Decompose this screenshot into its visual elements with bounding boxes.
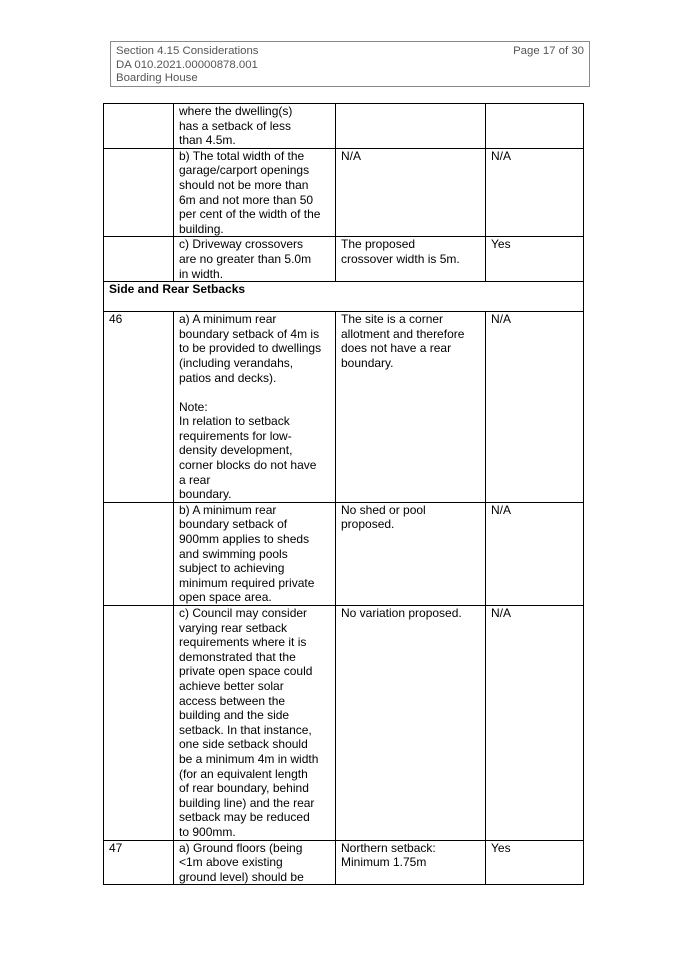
requirement-cell: where the dwelling(s) has a setback of less than 4.5m. xyxy=(174,104,336,149)
spacer xyxy=(179,385,331,400)
clause-cell xyxy=(104,148,174,237)
clause-cell: 47 xyxy=(104,840,174,885)
complies-cell: Yes xyxy=(486,840,584,885)
proposal-cell: The site is a corner allotment and therefore does not have a rear boundary. xyxy=(336,312,486,503)
table-row xyxy=(104,104,584,149)
requirement-cell: b) A minimum rear boundary setback of 900mm applies to sheds and swimming pools subject to achieving minimum required private open space area. xyxy=(174,502,336,605)
complies-cell: N/A xyxy=(486,502,584,605)
clause-cell xyxy=(104,104,174,149)
table-row xyxy=(104,237,584,282)
complies-cell: N/A xyxy=(486,606,584,841)
requirement-cell: c) Driveway crossovers are no greater than 5.0m in width. xyxy=(174,237,336,282)
page-number: Page 17 of 30 xyxy=(513,45,584,57)
proposal-cell: Northern setback: Minimum 1.75m xyxy=(336,840,486,885)
section-heading: Side and Rear Setbacks xyxy=(104,282,584,312)
header-da-number: DA 010.2021.00000878.001 xyxy=(116,58,258,71)
proposal-cell: No shed or pool proposed. xyxy=(336,502,486,605)
note-label: Note: xyxy=(179,399,208,414)
clause-cell xyxy=(104,606,174,841)
table-row xyxy=(104,840,584,885)
requirement-cell: c) Council may consider varying rear setback requirements where it is demonstrated that the private open space could achieve better solar access between the building and the side setback. In that instance, one side setback should be a minimum 4m in width (for an equivalent length of rear boundary, behind building line) and the rear setback may be reduced to 900mm. xyxy=(174,606,336,841)
requirement-cell: b) The total width of the garage/carport openings should not be more than 6m and not more than 50 per cent of the width of the building. xyxy=(174,148,336,237)
clause-cell xyxy=(104,502,174,605)
proposal-cell: N/A xyxy=(336,148,486,237)
header-section-title: Section 4.15 Considerations xyxy=(116,45,259,57)
clause-cell xyxy=(104,237,174,282)
table-row xyxy=(104,502,584,605)
clause-cell: 46 xyxy=(104,312,174,503)
complies-cell: N/A xyxy=(486,148,584,237)
page-header xyxy=(110,41,590,87)
proposal-cell: The proposed crossover width is 5m. xyxy=(336,237,486,282)
requirement-cell: a) Ground floors (being <1m above existing ground level) should be xyxy=(174,840,336,885)
table-row xyxy=(104,606,584,841)
requirement-cell: a) A minimum rear boundary setback of 4m is to be provided to dwellings (including verandahs, patios and decks). Note: In relation to setback requirements for low- density development, corner blocks do not have a rear boundary. xyxy=(174,312,336,503)
compliance-table xyxy=(103,103,584,885)
header-development-type: Boarding House xyxy=(116,72,198,84)
complies-cell: N/A xyxy=(486,312,584,503)
table-row xyxy=(104,312,584,503)
proposal-cell xyxy=(336,104,486,149)
proposal-cell: No variation proposed. xyxy=(336,606,486,841)
complies-cell xyxy=(486,104,584,149)
table-row xyxy=(104,148,584,237)
section-heading-row xyxy=(104,282,584,312)
complies-cell: Yes xyxy=(486,237,584,282)
